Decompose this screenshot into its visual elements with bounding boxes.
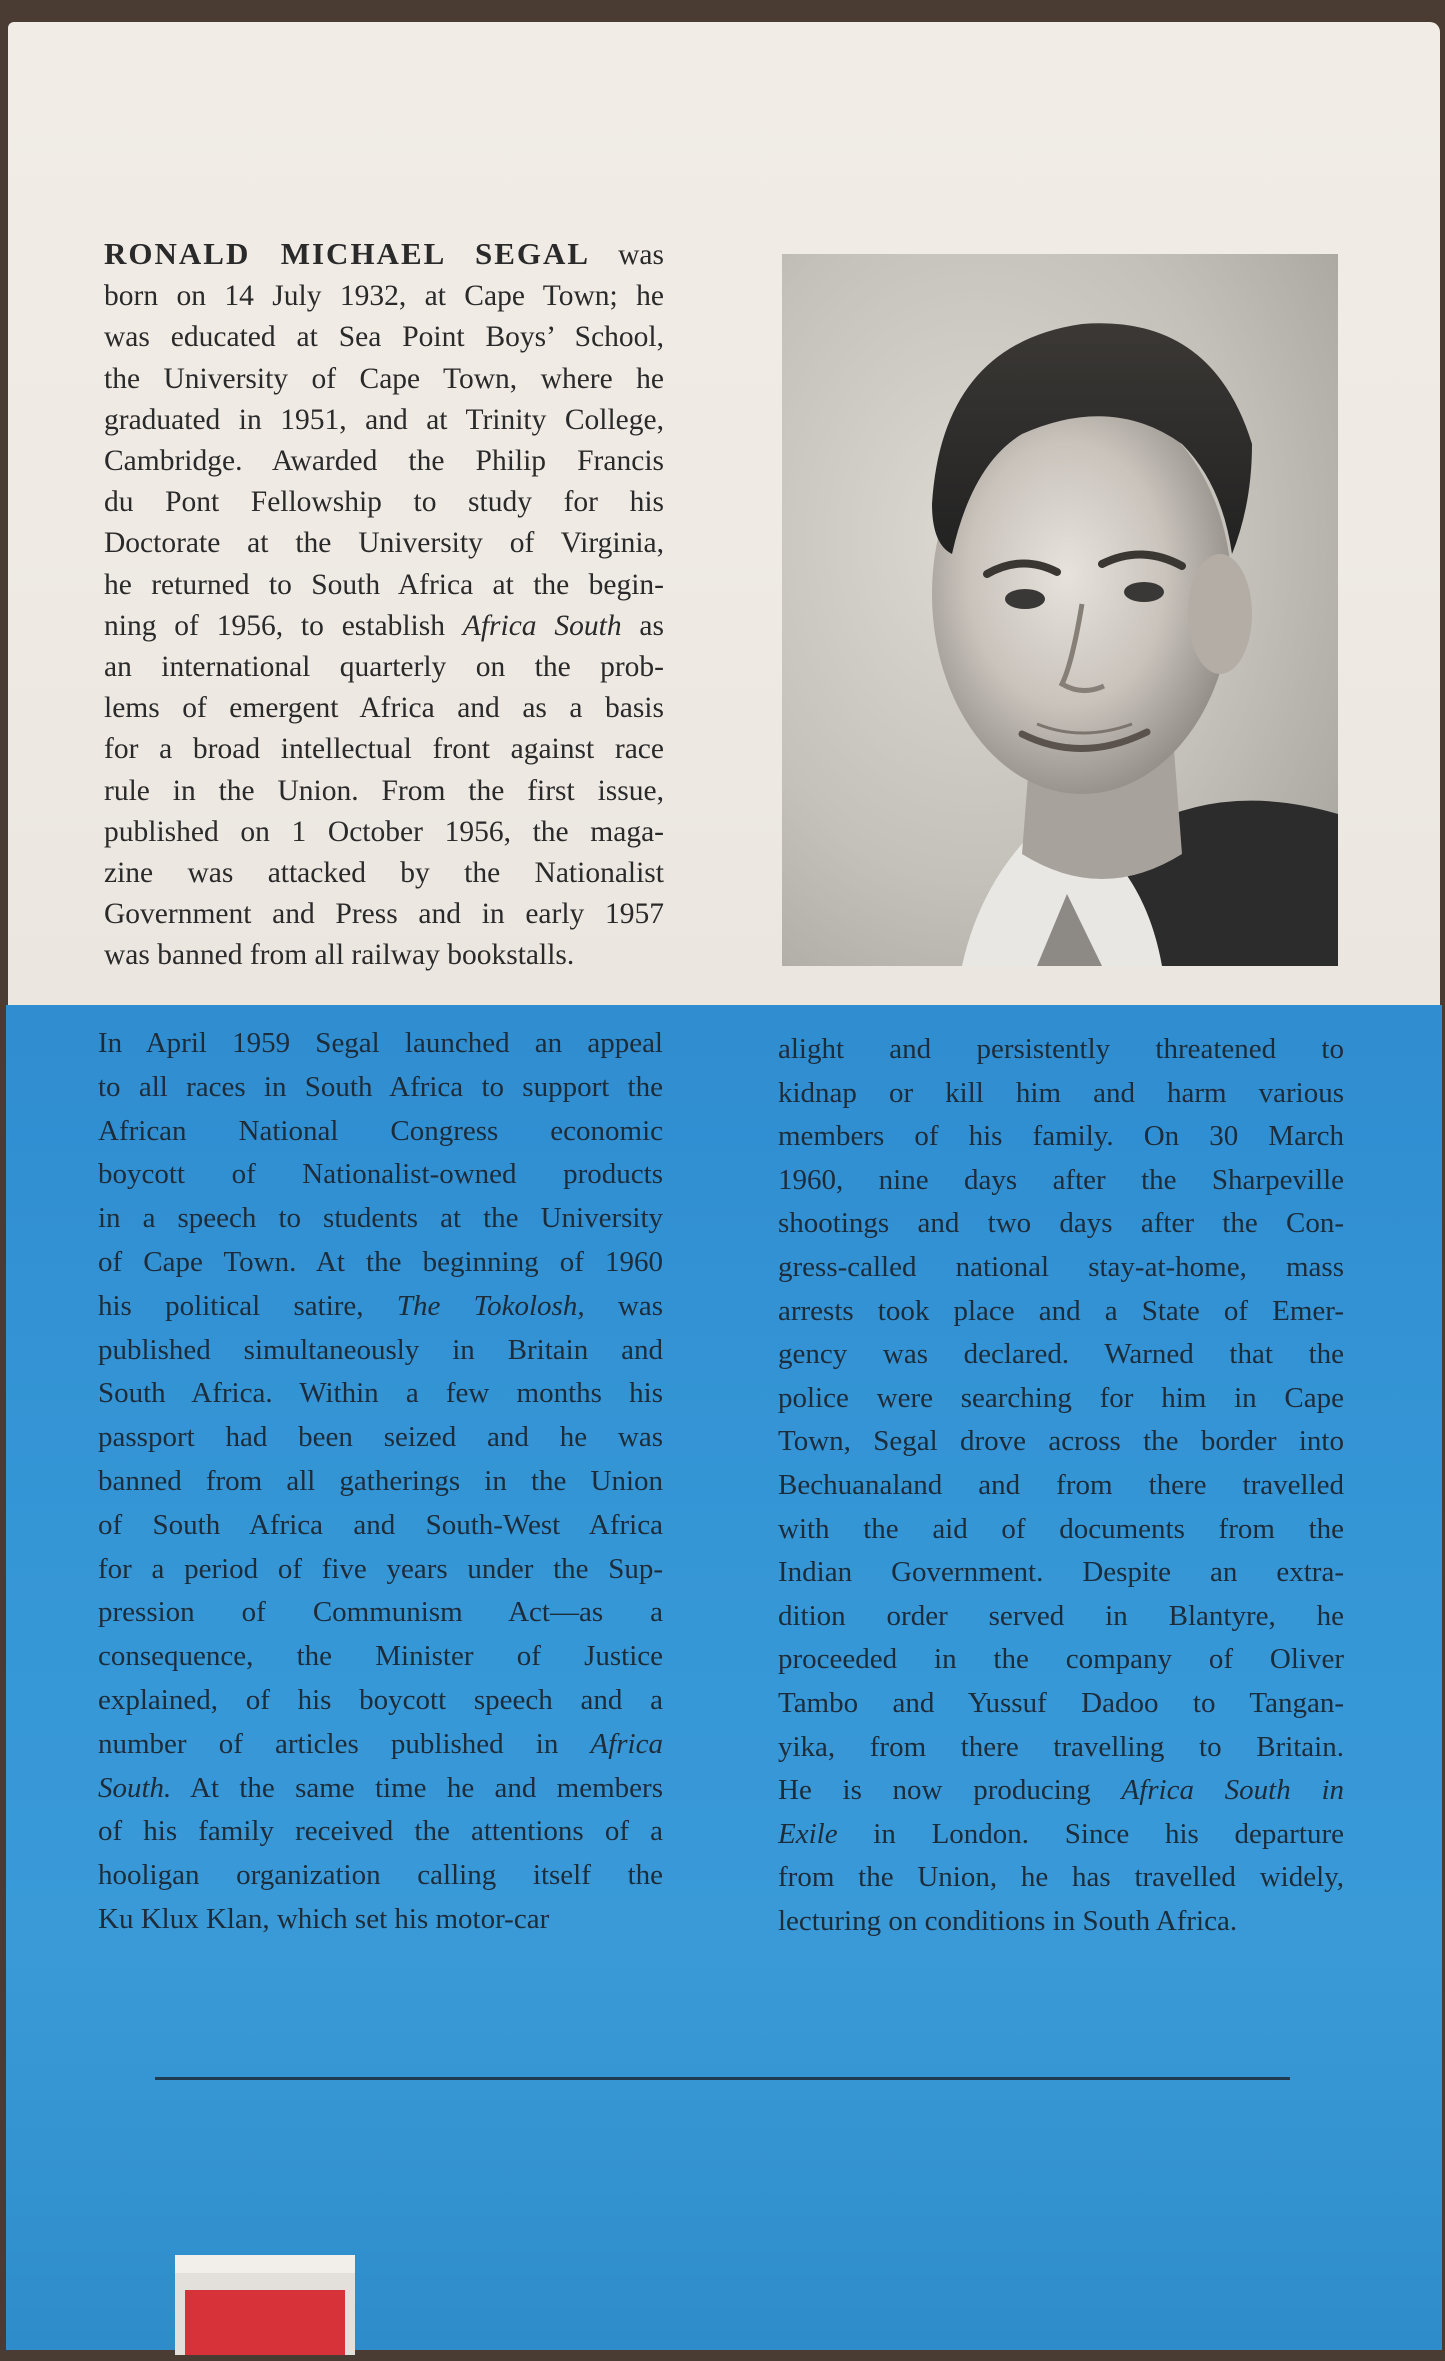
horizontal-rule: [155, 2077, 1290, 2080]
bio-line: African National Congress economic: [98, 1114, 663, 1147]
author-bio-column-right: [778, 1028, 1344, 1943]
italic-title: Exile: [778, 1817, 838, 1850]
bio-line-text: in London. Since his departure: [837, 1817, 1344, 1850]
bio-line: was educated at Sea Point Boys’ School,: [104, 321, 664, 354]
bio-line-text: his political satire,: [98, 1289, 397, 1322]
bio-line: [98, 1723, 663, 1767]
italic-title: Africa South: [462, 609, 622, 642]
bio-line-text: number of articles published in: [98, 1727, 591, 1760]
bio-line: with the aid of documents from the: [778, 1512, 1344, 1545]
bio-line: [98, 1285, 663, 1329]
bio-line: published simultaneously in Britain and: [98, 1333, 663, 1366]
italic-title: The Tokolosh,: [396, 1289, 585, 1322]
bio-line: [104, 233, 664, 276]
bio-line: Bechuanaland and from there travelled: [778, 1468, 1344, 1501]
bio-line-text: as: [621, 609, 664, 642]
bio-line: shootings and two days after the Con-: [778, 1207, 1344, 1240]
bio-line: members of his family. On 30 March: [778, 1120, 1344, 1153]
bio-line: of his family received the attentions of a: [98, 1815, 663, 1848]
bio-line: proceeded in the company of Oliver: [778, 1643, 1344, 1676]
author-bio-intro: [104, 233, 664, 977]
bio-line: alight and persistently threatened to: [778, 1033, 1344, 1065]
author-bio-column-left: [98, 1022, 663, 1942]
bio-line: kidnap or kill him and harm various: [778, 1076, 1344, 1109]
bio-line: rule in the Union. From the first issue,: [104, 774, 664, 807]
bio-line: police were searching for him in Cape: [778, 1381, 1344, 1414]
bio-line: of South Africa and South-West Africa: [98, 1508, 663, 1541]
bio-line: was banned from all railway bookstalls.: [104, 939, 575, 972]
bio-line: In April 1959 Segal launched an appeal: [98, 1027, 663, 1059]
bio-line-text: was: [590, 239, 664, 271]
italic-title: Africa South in: [1121, 1774, 1345, 1807]
bio-line: [778, 1813, 1344, 1857]
italic-title: Africa: [590, 1727, 663, 1760]
bio-line: [104, 606, 664, 647]
bio-line: dition order served in Blantyre, he: [778, 1599, 1344, 1632]
bio-line-text: At the same time he and members: [171, 1771, 663, 1804]
bio-line: lecturing on conditions in South Africa.: [778, 1904, 1238, 1937]
bio-line: to all races in South Africa to support the: [98, 1070, 663, 1103]
bio-line: arrests took place and a State of Emer-: [778, 1294, 1344, 1327]
bio-line: Cambridge. Awarded the Philip Francis: [104, 445, 664, 478]
bio-line: hooligan organization calling itself the: [98, 1859, 663, 1892]
bio-line: an international quarterly on the prob-: [104, 651, 664, 684]
bio-line: passport had been seized and he was: [98, 1421, 663, 1454]
bio-line: Indian Government. Despite an extra-: [778, 1556, 1344, 1589]
bio-line: gency was declared. Warned that the: [778, 1338, 1344, 1371]
bio-line: 1960, nine days after the Sharpeville: [778, 1163, 1344, 1196]
bio-line: du Pont Fellowship to study for his: [104, 486, 664, 519]
bio-line: [98, 1767, 663, 1811]
bio-line: Doctorate at the University of Virginia,: [104, 527, 664, 560]
spine-tab: [175, 2255, 355, 2355]
bio-line: Town, Segal drove across the border into: [778, 1425, 1344, 1458]
bio-line: born on 14 July 1932, at Cape Town; he: [104, 280, 664, 313]
bio-line: yika, from there travelling to Britain.: [778, 1730, 1344, 1763]
bio-line: in a speech to students at the University: [98, 1202, 663, 1235]
bio-line: published on 1 October 1956, the maga-: [104, 815, 664, 848]
bio-line: Tambo and Yussuf Dadoo to Tangan-: [778, 1686, 1344, 1719]
bio-line: from the Union, he has travelled widely,: [778, 1861, 1344, 1894]
bio-line: [778, 1769, 1344, 1813]
bio-line: zine was attacked by the Nationalist: [104, 857, 664, 890]
bio-line: the University of Cape Town, where he: [104, 362, 664, 395]
bio-line: graduated in 1951, and at Trinity College,: [104, 403, 664, 436]
bio-line: South Africa. Within a few months his: [98, 1377, 663, 1410]
bio-line: banned from all gatherings in the Union: [98, 1464, 663, 1497]
author-portrait-photo: [782, 254, 1338, 966]
bio-line: lems of emergent Africa and as a basis: [104, 692, 664, 725]
bio-line: he returned to South Africa at the begin-: [104, 568, 664, 601]
italic-title: South.: [98, 1771, 172, 1804]
bio-line: boycott of Nationalist-owned products: [98, 1158, 663, 1191]
bio-line-text: He is now producing: [778, 1774, 1122, 1807]
bio-line: Government and Press and in early 1957: [104, 898, 664, 931]
author-name: RONALD MICHAEL SEGAL: [104, 236, 591, 271]
bio-line: explained, of his boycott speech and a: [98, 1683, 663, 1716]
bio-line: consequence, the Minister of Justice: [98, 1640, 663, 1673]
bio-line-text: was: [584, 1289, 664, 1322]
bio-line: for a period of five years under the Sup-: [98, 1552, 663, 1585]
bio-line: pression of Communism Act—as a: [98, 1596, 663, 1629]
bio-line: Ku Klux Klan, which set his motor-car: [98, 1902, 550, 1935]
bio-line: of Cape Town. At the beginning of 1960: [98, 1245, 663, 1278]
bio-line-text: ning of 1956, to establish: [104, 609, 463, 642]
bio-line: for a broad intellectual front against race: [104, 733, 664, 766]
bio-line: gress-called national stay-at-home, mass: [778, 1250, 1344, 1283]
